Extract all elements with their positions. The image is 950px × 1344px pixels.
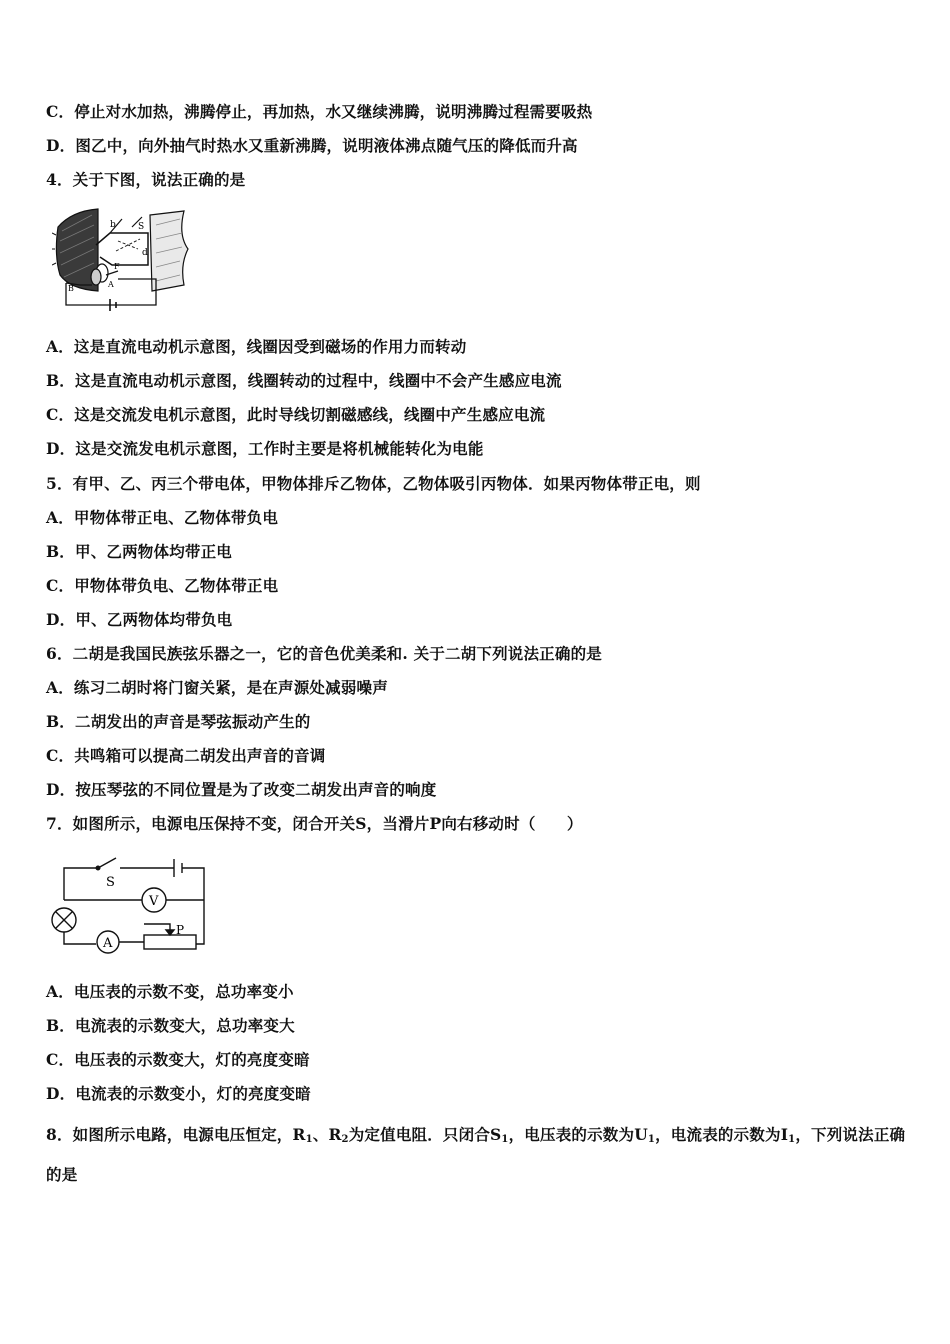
q8-stem-part: 8．如图所示电路，电源电压恒定，R (46, 1125, 306, 1144)
q8-subscript: 2 (341, 1134, 349, 1145)
q8-stem-part: ，电压表的示数为U (508, 1125, 648, 1144)
q4-label-b: b (110, 220, 116, 230)
q8-subscript: 1 (647, 1134, 656, 1145)
q7-label-v: V (149, 894, 159, 909)
q4-option-a: A．这是直流电动机示意图，线圈因受到磁场的作用力而转动 (46, 337, 467, 356)
q8-subscript: 1 (501, 1134, 509, 1145)
q8-stem-part: ，电流表的示数为I (655, 1125, 789, 1144)
q8-stem-part: 为定值电阻．只闭合S (348, 1125, 502, 1144)
q8-subscript: 1 (305, 1134, 313, 1145)
q7-label-a: A (103, 936, 113, 951)
q4-label-s: S (138, 222, 145, 232)
q6-option-b: B．二胡发出的声音是琴弦振动产生的 (46, 712, 311, 731)
q7-stem: 7．如图所示，电源电压保持不变，闭合开关S，当滑片P向右移动时（ ） (46, 814, 583, 833)
q7-option-d: D．电流表的示数变小，灯的亮度变暗 (46, 1084, 311, 1103)
q7-option-c: C．电压表的示数变大，灯的亮度变暗 (46, 1050, 310, 1069)
q7-option-b: B．电流表的示数变大，总功率变大 (46, 1016, 295, 1035)
q8-stem-part: 、R (312, 1125, 342, 1144)
q6-option-c: C．共鸣箱可以提高二胡发出声音的音调 (46, 746, 326, 765)
q4-option-b: B．这是直流电动机示意图，线圈转动的过程中，线圈中不会产生感应电流 (46, 371, 562, 390)
q8-stem-part: ，下列说法正确的是 (46, 1125, 906, 1184)
q4-label-d: d (142, 248, 148, 258)
q5-option-b: B．甲、乙两物体均带正电 (46, 542, 233, 561)
q6-option-a: A．练习二胡时将门窗关紧，是在声源处减弱噪声 (46, 678, 388, 697)
q6-option-d: D．按压琴弦的不同位置是为了改变二胡发出声音的响度 (46, 780, 437, 799)
q5-option-c: C．甲物体带负电、乙物体带正电 (46, 576, 279, 595)
q7-circuit-figure (46, 852, 214, 956)
q4-motor-figure (52, 205, 192, 317)
q8-subscript: 1 (788, 1134, 796, 1145)
q8-stem (46, 1117, 910, 1192)
q3-option-c: C．停止对水加热，沸腾停止，再加热，水又继续沸腾，说明沸腾过程需要吸热 (46, 102, 593, 121)
q4-label-bb: B (68, 284, 74, 293)
q4-label-f: F (114, 262, 120, 271)
q6-stem: 6．二胡是我国民族弦乐器之一，它的音色优美柔和. 关于二胡下列说法正确的是 (46, 644, 602, 663)
q5-option-a: A．甲物体带正电、乙物体带负电 (46, 508, 279, 527)
q3-option-d: D．图乙中，向外抽气时热水又重新沸腾，说明液体沸点随气压的降低而升高 (46, 136, 578, 155)
q5-stem: 5．有甲、乙、丙三个带电体，甲物体排斥乙物体，乙物体吸引丙物体．如果丙物体带正电，则 (46, 474, 701, 493)
q4-option-c: C．这是交流发电机示意图，此时导线切割磁感线，线圈中产生感应电流 (46, 405, 546, 424)
q7-option-a: A．电压表的示数不变，总功率变小 (46, 982, 294, 1001)
q7-label-p: P (176, 923, 185, 937)
q5-option-d: D．甲、乙两物体均带负电 (46, 610, 233, 629)
q4-stem: 4．关于下图，说法正确的是 (46, 170, 246, 189)
q4-label-a: A (108, 280, 114, 289)
q7-label-s: S (106, 875, 115, 890)
q4-option-d: D．这是交流发电机示意图，工作时主要是将机械能转化为电能 (46, 439, 484, 458)
